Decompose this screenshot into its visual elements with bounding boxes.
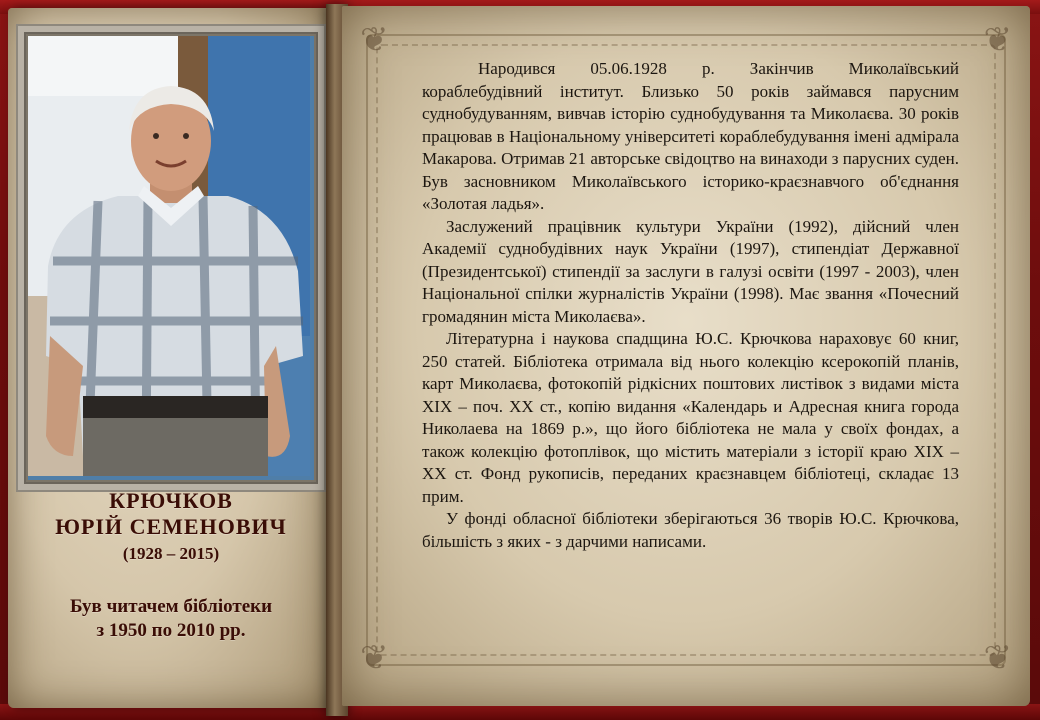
biography-text [422,58,959,553]
library-reader-note-line2: з 1950 по 2010 рр. [96,620,246,641]
portrait-frame [18,26,324,490]
corner-flourish-icon: ❦ [360,22,389,59]
corner-flourish-icon: ❦ [360,640,389,677]
library-reader-note-line1: Був читачем бібліотеки [69,596,273,617]
left-page [8,8,328,708]
person-surname: КРЮЧКОВ [109,488,233,513]
person-given-names: ЮРІЙ СЕМЕНОВИЧ [55,514,287,539]
corner-flourish-icon: ❦ [983,22,1012,59]
biography-paragraph-1: Народився 05.06.1928 р. Закінчив Миколаївський кораблебудівний інститут. Близько 50 років займався парусним суднобудуванням, вивчав історію суднобудування та Миколаєва. 30 років працював в Національному університеті кораблебудування імені адмірала Макарова. Отримав 21 авторське свідоцтво на винаходи з парусних суден. Був засновником Миколаївського історико-краєзнавчого об'єднання «Золотая ладья». [422,59,959,213]
biography-paragraph-4: У фонді обласної бібліотеки зберігаються 36 творів Ю.С. Крючкова, більшість з яких - з дарчими написами. [422,509,959,551]
portrait-photo [28,36,314,480]
portrait-illustration [28,36,310,476]
biography-paragraph-2: Заслужений працівник культури України (1992), дійсний член Академії суднобудівних наук України (1997), стипендіат Державної (Президентської) стипендії за заслуги в галузі освіти (1997 - 2003), член Національної спілки журналістів України (1998). Має звання «Почесний громадянин міста Миколаєва». [422,216,959,326]
biography-paragraph-3: Літературна і наукова спадщина Ю.С. Крючкова нараховує 60 книг, 250 статей. Бібліотека отримала від нього колекцію ксерокопій планів, карт Миколаєва, фотокопій рідкісних поштових листівок з видами міста XIX – поч. XX ст., копію видання «Календарь и Адресная книга города Николаева на 1869 р.», що його бібліотека не мала у своїх фондах, а також колекцію фотоплівок, що містить матеріали з історії краю XIX –XX ст. Фонд рукописів, переданих краєзнавцем бібліотеці, складає 13 прим. [422,329,959,506]
person-life-years: (1928 – 2015) [122,544,220,563]
corner-flourish-icon: ❦ [983,640,1012,677]
right-page [342,6,1030,706]
